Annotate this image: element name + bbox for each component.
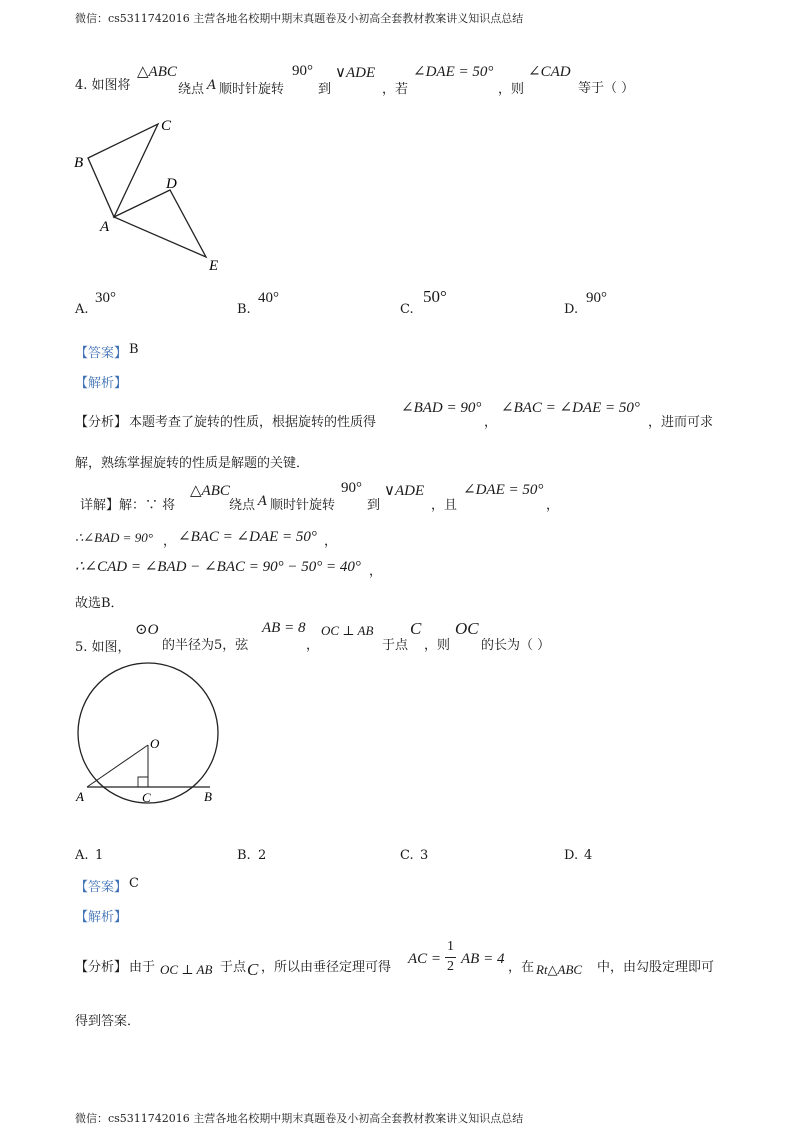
q4-detail-text-6: ， [546, 498, 560, 513]
segment-oa [87, 745, 148, 787]
q4-step1-math-bac: ∠BAC = ∠DAE = 50° [178, 529, 317, 545]
q4-fenxi-line-2: 解，熟练掌握旋转的性质是解题的关键． [75, 456, 310, 471]
q5-fenxi-text-3: ，所以由垂径定理可得 [261, 960, 392, 975]
q5-label-b: B [204, 789, 212, 804]
q5-option-b-letter: B. [237, 848, 251, 863]
q4-detail-point-a: A [258, 494, 268, 509]
q5-fenxi-math-perp: OC ⊥ AB [160, 962, 213, 977]
q5-fenxi-math-rt: Rt△ABC [536, 962, 583, 977]
q4-answer-tag: 【答案】 [75, 346, 128, 361]
q4-fenxi-comma: ， [484, 415, 498, 430]
q5-analysis-tag: 【解析】 [75, 910, 128, 925]
q5-option-d-value: 4 [584, 848, 593, 863]
q4-option-c-value: 50° [423, 287, 447, 306]
q4-conclusion: 故选B． [75, 596, 124, 611]
q4-triangle-figure [70, 110, 240, 280]
q5-number: 5. 如图， [75, 640, 131, 655]
q5-fenxi-tag: 【分析】 [75, 960, 128, 975]
q4-text-if: ，若 [382, 82, 409, 97]
q4-text-clockwise: 顺时针旋转 [219, 82, 285, 97]
q5-math-c: C [410, 619, 422, 638]
q4-option-b-letter: B. [237, 302, 251, 317]
q5-text-comma: ， [306, 638, 320, 653]
q5-fenxi-text: 由于 [129, 960, 156, 975]
q4-text-rotate-around: 绕点 [178, 82, 205, 97]
q5-math-oc: OC [455, 619, 479, 638]
q4-triangle-lines [88, 124, 206, 257]
q5-label-a: A [76, 789, 84, 804]
q4-detail-text: 详解】解：∵ 将 [80, 498, 176, 513]
q4-math-90: 90° [292, 63, 313, 79]
q5-text-then: ，则 [424, 638, 451, 653]
q5-fenxi-text-5: 中，由勾股定理即可 [597, 960, 715, 975]
q5-fenxi-text-2: 于点 [220, 960, 247, 975]
triangle-abc [88, 124, 158, 217]
q4-math-ade: ∨ADE [335, 65, 376, 81]
q5-fenxi-math-c: C [247, 960, 259, 979]
q4-label-d: D [166, 176, 177, 192]
q4-step2-math: ∴∠CAD = ∠BAD − ∠BAC = 90° − 50° = 40° [75, 559, 361, 575]
q5-text-at-point: 于点 [382, 638, 409, 653]
q4-math-abc: △ABC [137, 64, 177, 80]
q4-detail-text-3: 顺时针旋转 [270, 498, 336, 513]
q4-text-then: ，则 [498, 82, 525, 97]
q5-fenxi-frac-den: 2 [447, 959, 454, 974]
q4-label-c: C [161, 118, 172, 134]
q4-point-a: A [207, 78, 217, 93]
q4-fenxi-tag: 【分析】 [75, 415, 128, 430]
q5-fenxi-math-ac: AC = [408, 951, 442, 967]
triangle-ade [114, 190, 206, 257]
q5-text-radius: 的半径为5，弦 [162, 638, 249, 653]
q4-math-dae: ∠DAE = 50° [413, 64, 494, 80]
q5-math-circle-o: ⊙O [135, 622, 159, 638]
q5-option-a-value: 1 [95, 848, 104, 863]
q5-option-a-letter: A. [75, 848, 89, 863]
q5-fenxi-frac-bar [445, 957, 456, 958]
q4-detail-math-dae: ∠DAE = 50° [463, 482, 544, 498]
q4-step1-end: ， [324, 534, 338, 549]
q4-text-to: 到 [318, 82, 332, 97]
q5-math-perp: OC ⊥ AB [321, 623, 374, 638]
q4-math-cad: ∠CAD [528, 64, 571, 80]
q5-option-d-letter: D. [564, 848, 579, 863]
page-footer: 微信：cs5311742016 主营各地名校期中期末真题卷及小初高全套教材教案讲义知识点总结 [75, 1112, 524, 1125]
q5-fenxi-math-ab4: AB = 4 [461, 951, 505, 967]
q5-math-ab: AB = 8 [262, 620, 306, 636]
q5-text-length: 的长为（ ） [481, 638, 551, 653]
q4-detail-math-abc: △ABC [190, 483, 230, 499]
q4-detail-math-ade: ∨ADE [384, 483, 425, 499]
q4-answer-value: B [129, 342, 139, 357]
q4-step1-comma: ， [163, 534, 177, 549]
q5-label-c: C [142, 790, 151, 805]
q4-label-e: E [209, 258, 219, 274]
right-angle-mark [138, 777, 148, 787]
q4-label-a: A [100, 219, 110, 235]
q4-number: 4. 如图将 [75, 78, 131, 93]
q5-option-c-letter: C. [400, 848, 414, 863]
q4-option-c-letter: C. [400, 302, 414, 317]
page-header: 微信：cs5311742016 主营各地名校期中期末真题卷及小初高全套教材教案讲义知识点总结 [75, 12, 524, 25]
q5-option-c-value: 3 [420, 848, 429, 863]
q4-detail-text-5: ，且 [431, 498, 458, 513]
q4-step2-end: ， [369, 564, 383, 579]
q4-detail-text-2: 绕点 [229, 498, 256, 513]
q5-option-b-value: 2 [258, 848, 267, 863]
q5-fenxi-text-4: ，在 [508, 960, 535, 975]
q4-label-b: B [74, 155, 84, 171]
q5-fenxi-line-2: 得到答案． [75, 1014, 141, 1029]
q4-detail-text-4: 到 [367, 498, 381, 513]
q5-label-o: O [150, 736, 160, 751]
q4-option-d-value: 90° [586, 290, 607, 306]
q5-circle-figure [70, 660, 230, 810]
q4-option-d-letter: D. [564, 302, 579, 317]
q4-fenxi-math-bad: ∠BAD = 90° [401, 400, 482, 416]
q4-detail-math-90: 90° [341, 480, 362, 496]
q4-step1-math-bad: ∴∠BAD = 90° [75, 530, 153, 545]
q5-answer-value: C [129, 876, 139, 891]
q4-fenxi-text-2: ，进而可求 [648, 415, 714, 430]
q5-fenxi-frac-num: 1 [447, 939, 454, 954]
q4-option-a-value: 30° [95, 290, 116, 306]
q4-fenxi-math-bac: ∠BAC = ∠DAE = 50° [501, 400, 640, 416]
q4-option-b-value: 40° [258, 290, 279, 306]
q4-option-a-letter: A. [75, 302, 89, 317]
q4-analysis-tag: 【解析】 [75, 376, 128, 391]
q4-text-equals: 等于（ ） [578, 81, 635, 96]
q4-fenxi-text: 本题考查了旋转的性质，根据旋转的性质得 [129, 415, 377, 430]
q5-answer-tag: 【答案】 [75, 880, 128, 895]
